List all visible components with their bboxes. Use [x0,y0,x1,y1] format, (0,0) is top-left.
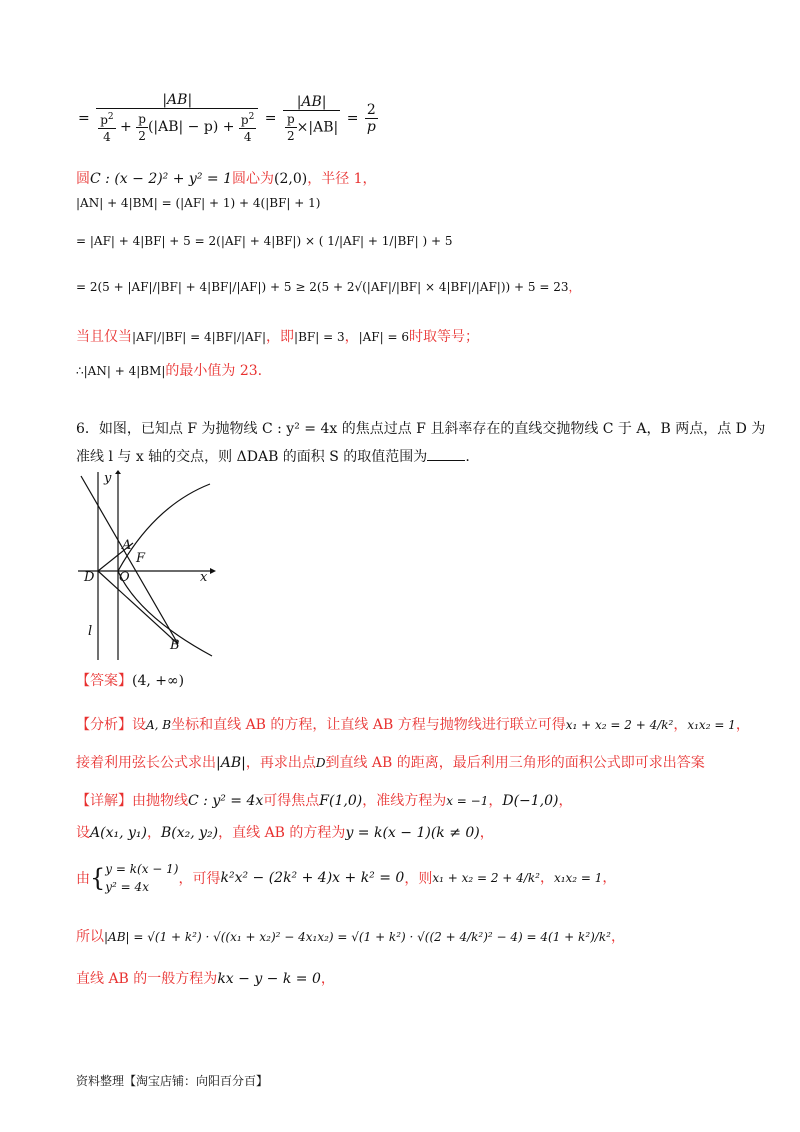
detail-point-b: B(x₂, y₂) [160,825,219,841]
analysis-point-d: D [315,756,326,770]
db-line [98,571,178,644]
equality-end: 时取等号； [409,329,479,345]
circle-center-label: 圆心为 [232,171,274,187]
parabola-curve [118,484,212,656]
detail-tag: 【详解】 [76,793,132,809]
label-a: A [122,538,132,553]
analysis-ab: |AB| [216,755,246,771]
analysis-set: 设 [132,717,146,733]
detail-text-5: ，可得 [178,871,221,887]
derivation-line-5 [76,278,580,295]
detail-text-4: ，直线 AB 的方程为 [218,825,346,841]
problem-6-line-2 [76,446,470,466]
circle-radius: ，半径 1， [307,171,377,187]
circle-equation: C : (x − 2)² + y² = 1 [90,171,232,187]
problem-6-line-2-text: 准线 l 与 x 轴的交点，则 ΔDAB 的面积 S 的取值范围为 [76,449,428,465]
circle-label: 圆 [76,171,90,187]
system-eq-1: y = k(x − 1) [105,862,179,876]
detail-chord-length: |AB| = √(1 + k²) · √((x₁ + x₂)² − 4x₁x₂) = √(1 + k²) · √((2 + 4/k²)² − 4) = 4(1 + k²)/k² [104,930,611,944]
minimum-math: ∴|AN| + 4|BM| [76,364,166,378]
detail-text-3: ，准线方程为 [362,793,447,809]
system-eq-2: y² = 4x [105,880,149,894]
footer-credit: 资料整理【淘宝店铺：向阳百分百】 [76,1074,269,1088]
detail-text-2: 可得焦点 [263,793,320,809]
problem-6-period: . [465,449,470,465]
analysis-text-1: 坐标和直线 AB 的方程，让直线 AB 方程与抛物线进行联立可得 [171,717,566,733]
derivation-line-4: = |AF| + 4|BF| + 5 = 2(|AF| + 4|BF|) × ( 1/|AF| + 1/|BF| ) + 5 [76,234,453,248]
equality-math: |AF|/|BF| = 4|BF|/|AF| [132,330,267,344]
answer-line [76,670,184,690]
analysis-text-4: 到直线 AB 的距离，最后利用三角形的面积公式即可求出答案 [325,755,705,771]
label-l: l [88,624,93,639]
analysis-text-3: ，再求出点 [245,755,316,771]
detail-set: 设 [76,825,90,841]
analysis-tag: 【分析】 [76,717,132,733]
answer-tag: 【答案】 [76,673,132,689]
detail-line-1: 【详解】由抛物线C : y² = 4x可得焦点F(1,0)，准线方程为x = −1，D(−1,0)， [76,793,573,809]
detail-general-eq: kx − y − k = 0 [217,971,321,987]
detail-quadratic: k²x² − (2k² + 4)x + k² = 0 [220,870,405,886]
detail-parabola: C : y² = 4x [188,793,264,809]
detail-text-7: 直线 AB 的一般方程为 [76,971,218,987]
label-f: F [136,551,146,566]
equality-af: |AF| = 6 [358,330,409,344]
derivation-line-5-math: = 2(5 + |AF|/|BF| + 4|BF|/|AF|) + 5 ≥ 2(5 + 2√(|AF|/|BF| × 4|BF|/|AF|)) + 5 = 23 [76,280,569,294]
detail-focus: F(1,0) [319,793,363,809]
answer-blank [427,448,465,461]
equality-ie: ，即 [266,329,295,345]
label-o: O [119,570,130,585]
equation-system [105,860,178,896]
detail-line-4: 所以|AB| = √(1 + k²) · √((x₁ + x₂)² − 4x₁x₂) = √(1 + k²) · √((2 + 4/k²)² − 4) = 4(1 + k²)/k²， [76,929,625,945]
equality-condition [76,326,479,346]
chord-line [81,476,178,644]
y-axis-arrow [115,470,121,474]
x-axis-arrow [210,568,216,574]
detail-point-a: A(x₁, y₁) [90,825,147,841]
detail-text-1: 由抛物线 [132,793,188,809]
detail-directrix: x = −1 [446,794,489,808]
derivation-line-5-comma: ， [568,280,581,294]
equality-comma: ， [344,329,359,345]
detail-text-6: ，则 [404,871,433,887]
analysis-line-1: 【分析】设A, B坐标和直线 AB 的方程，让直线 AB 方程与抛物线进行联立可得x₁ + x₂ = 2 + 4/k²，x₁x₂ = 1， [76,717,750,733]
circle-center: (2,0) [274,171,308,187]
detail-sum: x₁ + x₂ = 2 + 4/k² [432,871,540,885]
label-x: x [200,570,208,585]
detail-line-5: 直线 AB 的一般方程为kx − y − k = 0， [76,971,335,987]
answer-value: (4, +∞) [132,673,185,689]
detail-product: x₁x₂ = 1 [553,871,603,885]
label-y: y [104,471,112,486]
analysis-text-2: 接着利用弦长公式求出 [76,755,216,771]
detail-from: 由 [76,871,90,887]
detail-point-d: D(−1,0) [502,793,559,809]
derivation-line-1: = |AB| $\frac{p^2}{4}$ + $\frac{p}{2}$ (|AB| − p) + $\frac{p^2}{4}$ = |AB| $\frac{p}{2}$ ×|AB| = $\frac{2}{p}$ [78,92,376,144]
minimum-text: 的最小值为 23. [165,363,263,379]
minimum-line [76,360,262,380]
derivation-line-3: |AN| + 4|BM| = (|AF| + 1) + 4(|BF| + 1) [76,196,321,210]
label-b: B [170,638,180,653]
label-d: D [84,570,95,585]
equality-bf: |BF| = 3 [294,330,345,344]
detail-line-2: 设A(x₁, y₁)，B(x₂, y₂)，直线 AB 的方程为y = k(x − 1)(k ≠ 0)， [76,825,494,841]
detail-line-3: 由{ y = k(x − 1) y² = 4x ，可得k²x² − (2k² + 4)x + k² = 0，则x₁ + x₂ = 2 + 4/k²，x₁x₂ = 1， [76,862,617,894]
circle-line [76,168,377,188]
detail-line-eq: y = k(x − 1)(k ≠ 0) [345,825,480,841]
parabola-figure [78,470,218,662]
equality-label: 当且仅当 [76,329,132,345]
detail-therefore: 所以 [76,929,104,945]
analysis-line-2 [76,752,705,772]
analysis-points: A, B [146,718,172,732]
problem-6-line-1: 6．如图，已知点 F 为抛物线 C : y² = 4x 的焦点过点 F 且斜率存在的直线交抛物线 C 于 A，B 两点，点 D 为 [76,421,766,437]
analysis-product: x₁x₂ = 1 [687,718,736,732]
analysis-sum: x₁ + x₂ = 2 + 4/k² [565,718,674,732]
